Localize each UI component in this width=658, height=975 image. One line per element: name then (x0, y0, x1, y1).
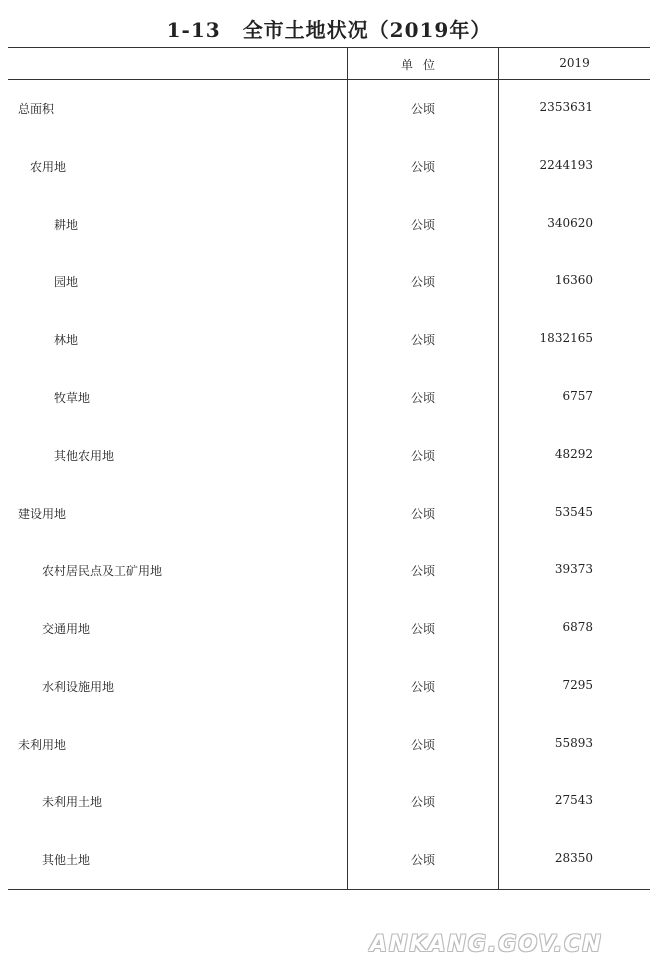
row-unit: 公顷 (410, 853, 435, 867)
row-label: 建设用地 (18, 507, 67, 521)
header-unit: 单位 (400, 58, 445, 72)
row-value: 2244193 (539, 158, 593, 172)
table-row (8, 505, 650, 525)
row-unit: 公顷 (410, 102, 435, 116)
row-value: 27543 (554, 793, 593, 807)
row-unit: 公顷 (410, 738, 435, 752)
row-unit: 公顷 (410, 622, 435, 636)
row-unit: 公顷 (410, 160, 435, 174)
row-unit: 公顷 (410, 391, 435, 405)
table-row (8, 216, 650, 236)
row-unit: 公顷 (410, 680, 435, 694)
row-unit: 公顷 (410, 564, 435, 578)
table-row (8, 620, 650, 640)
row-value: 6878 (562, 620, 593, 634)
table-row (8, 447, 650, 467)
row-unit: 公顷 (410, 795, 435, 809)
row-value: 39373 (554, 562, 593, 576)
row-label: 未利用土地 (42, 795, 103, 809)
table-row (8, 100, 650, 120)
table-row (8, 562, 650, 582)
table-row (8, 851, 650, 871)
row-label: 其他农用地 (54, 449, 115, 463)
row-unit: 公顷 (410, 507, 435, 521)
table-number: 1-13 (166, 18, 221, 42)
row-value: 16360 (554, 273, 593, 287)
row-unit: 公顷 (410, 218, 435, 232)
row-value: 48292 (554, 447, 593, 461)
row-label: 水利设施用地 (42, 680, 115, 694)
table-row (8, 678, 650, 698)
row-value: 7295 (562, 678, 593, 692)
row-label: 园地 (54, 275, 79, 289)
row-unit: 公顷 (410, 275, 435, 289)
row-label: 耕地 (54, 218, 79, 232)
row-label: 总面积 (18, 102, 55, 116)
row-value: 28350 (554, 851, 593, 865)
row-label: 林地 (54, 333, 79, 347)
row-label: 农用地 (30, 160, 67, 174)
row-label: 未利用地 (18, 738, 67, 752)
row-value: 340620 (547, 216, 593, 230)
row-value: 55893 (554, 736, 593, 750)
table-row (8, 158, 650, 178)
site-watermark: ANKANG.GOV.CN (370, 932, 603, 957)
row-value: 2353631 (539, 100, 593, 114)
row-unit: 公顷 (410, 333, 435, 347)
row-value: 6757 (562, 389, 593, 403)
header-year: 2019 (559, 56, 590, 70)
row-value: 53545 (554, 505, 593, 519)
table-row (8, 331, 650, 351)
land-status-table (8, 47, 650, 890)
page-title (0, 14, 658, 43)
row-label: 牧草地 (54, 391, 91, 405)
row-unit: 公顷 (410, 449, 435, 463)
table-header (8, 48, 650, 80)
table-row (8, 736, 650, 756)
row-label: 交通用地 (42, 622, 91, 636)
table-row (8, 389, 650, 409)
table-row (8, 793, 650, 813)
row-label: 其他土地 (42, 853, 91, 867)
row-value: 1832165 (539, 331, 593, 345)
row-label: 农村居民点及工矿用地 (42, 564, 163, 578)
table-title: 全市土地状况（2019年） (242, 18, 492, 42)
table-row (8, 273, 650, 293)
